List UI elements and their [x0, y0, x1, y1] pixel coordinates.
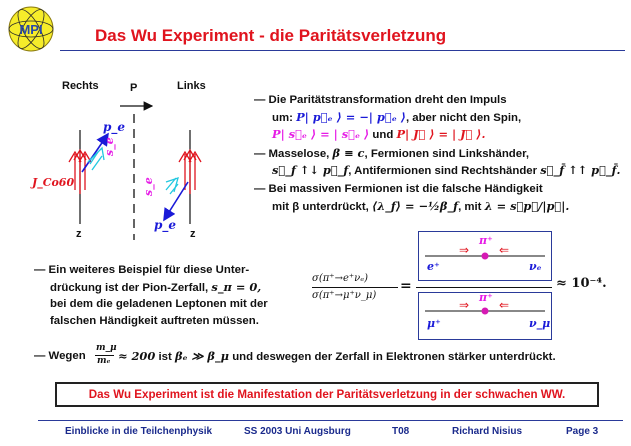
ratio-denominator: σ(π⁺→μ⁺ν_μ) — [312, 290, 377, 301]
label-parity-operator: P — [130, 82, 138, 94]
nu-e-label: νₑ — [529, 260, 542, 273]
label-nucleus-spin: J_Co60 — [32, 176, 75, 189]
ratio-numerator: σ(π⁺→e⁺νₑ) — [312, 273, 369, 284]
footer-page: Page 3 — [566, 426, 599, 437]
decay-box-muon — [418, 292, 552, 340]
pion-line1: — Ein weiteres Beispiel für diese Unter- — [34, 264, 250, 276]
bullet-massive-line2: mit β unterdrückt, ⟨λ_f⟩ = −½β_f, mit λ = s⃗p⃗/|p⃗|. — [272, 199, 570, 213]
bullet-massless: — Masselose, β ≡ c, Fermionen sind Linkshänder, — [254, 146, 530, 160]
ratio-bar — [312, 287, 398, 288]
footer-course: Einblicke in die Teilchenphysik — [65, 426, 213, 437]
spin-arrow-right — [166, 178, 178, 194]
mass-ratio-numerator: m_μ — [96, 343, 117, 353]
page-title: Das Wu Experiment - die Paritätsverletzung — [95, 26, 447, 45]
label-spin-left: s_e — [103, 137, 116, 156]
nu-mu-label: ν_μ — [529, 317, 551, 330]
svg-text:⇐: ⇐ — [499, 298, 510, 312]
label-momentum-left: p_e — [103, 120, 126, 134]
label-links: Links — [177, 80, 206, 92]
mpi-logo — [4, 2, 58, 56]
bullet-parity-line3: P| s⃗ₑ ⟩ = | s⃗ₑ ⟩ und P| J⃗ ⟩ = | J⃗ ⟩. — [272, 127, 486, 141]
mass-ratio-denominator: mₑ — [97, 356, 111, 366]
positron-label: e⁺ — [427, 260, 440, 273]
label-momentum-right: p_e — [154, 218, 177, 232]
decay-box-electron — [418, 231, 552, 281]
nucleus-spin-right — [179, 150, 201, 194]
footer-term: SS 2003 Uni Augsburg — [244, 426, 351, 437]
wegen-rest: ≈ 200 ist βₑ ≫ β_μ und deswegen der Zerfall in Elektronen stärker unterdrückt. — [118, 349, 556, 363]
pion-line4: falschen Händigkeit auftreten müssen. — [50, 315, 259, 327]
wegen-prefix: — Wegen — [34, 350, 86, 362]
pion-label-bottom: π⁺ — [479, 291, 493, 304]
footer-divider — [38, 420, 623, 421]
pion-line2: drückung ist der Pion-Zerfall, s_π = 0, — [50, 280, 262, 294]
bullet-massless-line2: s⃗_f ↑↓ p⃗_f, Antifermionen sind Rechtshänder s⃗_f̄ ↑↑ p⃗_f̄. — [272, 163, 621, 177]
footer-code: T08 — [392, 426, 410, 437]
footer-author: Richard Nisius — [452, 426, 523, 437]
label-rechts: Rechts — [62, 80, 99, 92]
conclusion-box: Das Wu Experiment ist die Manifestation der Paritätsverletzung in der schwachen WW. — [55, 382, 599, 407]
svg-text:⇒: ⇒ — [459, 298, 470, 312]
svg-text:⇐: ⇐ — [499, 243, 510, 257]
pion-label-top: π⁺ — [479, 234, 493, 247]
bullet-parity-line2: um: P| p⃗ₑ ⟩ = −| p⃗ₑ ⟩, aber nicht den Spin, — [272, 110, 522, 124]
ratio-result: ≈ 10⁻⁴. — [556, 276, 607, 291]
label-spin-right: s_e — [142, 177, 155, 196]
bullet-massive: — Bei massiven Fermionen ist die falsche Händigkeit — [254, 183, 543, 195]
title-divider — [60, 50, 625, 51]
muon-label: μ⁺ — [427, 317, 441, 330]
wu-experiment-diagram — [30, 90, 230, 250]
label-z-left: z — [76, 228, 82, 240]
bullet-parity-text: — Die Paritätstransformation dreht den Impuls — [254, 94, 507, 106]
label-z-right: z — [190, 228, 196, 240]
svg-text:⇒: ⇒ — [459, 243, 470, 257]
pion-line3: bei dem die geladenen Leptonen mit der — [50, 298, 268, 310]
svg-text:MPI: MPI — [19, 22, 43, 37]
boxes-fraction-bar — [416, 287, 552, 288]
